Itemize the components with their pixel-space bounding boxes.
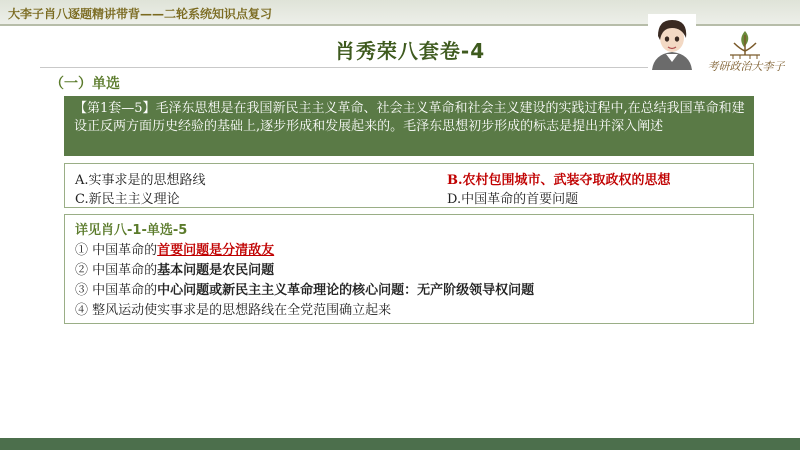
avatar <box>648 14 696 70</box>
detail-point-3 <box>75 279 534 298</box>
question-text: 【第1套—5】毛泽东思想是在我国新民主主义革命、社会主义革命和社会主义建设的实践过程中,在总结我国革命和建设正反两方面历史经验的基础上,逐步形成和发展起来的。毛泽东思想初步形成的标志是提出并深入阐述 <box>74 101 745 134</box>
detail-point-2-emphasis: 基本问题是农民问题 <box>157 263 275 278</box>
title-divider <box>40 67 670 68</box>
detail-point-3-emphasis: 中心问题或新民主主义革命理论的核心问题：无产阶级领导权问题 <box>157 283 535 298</box>
brand-text: 考研政治大李子 <box>707 60 785 73</box>
detail-box <box>64 214 754 324</box>
detail-point-4: ④ 整风运动使实事求是的思想路线在全党范围确立起来 <box>75 303 392 318</box>
option-d[interactable]: D.中国革命的首要问题 <box>447 192 579 207</box>
option-a[interactable]: A.实事求是的思想路线 <box>75 173 206 188</box>
page-title: 肖秀荣八套卷-4 <box>334 39 486 63</box>
bottom-bar <box>0 438 800 450</box>
series-title: 大李子肖八逐题精讲带背——二轮系统知识点复习 <box>8 7 273 21</box>
detail-point-1-emphasis: 首要问题是分清敌友 <box>157 243 275 258</box>
option-b-correct[interactable]: B.农村包围城市、武装夺取政权的思想 <box>447 173 671 188</box>
detail-point-2-prefix: ② 中国革命的 <box>75 263 158 278</box>
detail-point-1 <box>75 239 274 258</box>
option-c[interactable]: C.新民主主义理论 <box>75 192 180 207</box>
question-box <box>64 96 754 156</box>
detail-point-1-prefix: ① 中国革命的 <box>75 243 158 258</box>
detail-point-3-prefix: ③ 中国革命的 <box>75 283 158 298</box>
detail-heading: 详见肖八-1-单选-5 <box>75 223 188 238</box>
detail-point-2 <box>75 259 274 278</box>
section-heading: （一）单选 <box>50 76 120 92</box>
options-box <box>64 163 754 208</box>
